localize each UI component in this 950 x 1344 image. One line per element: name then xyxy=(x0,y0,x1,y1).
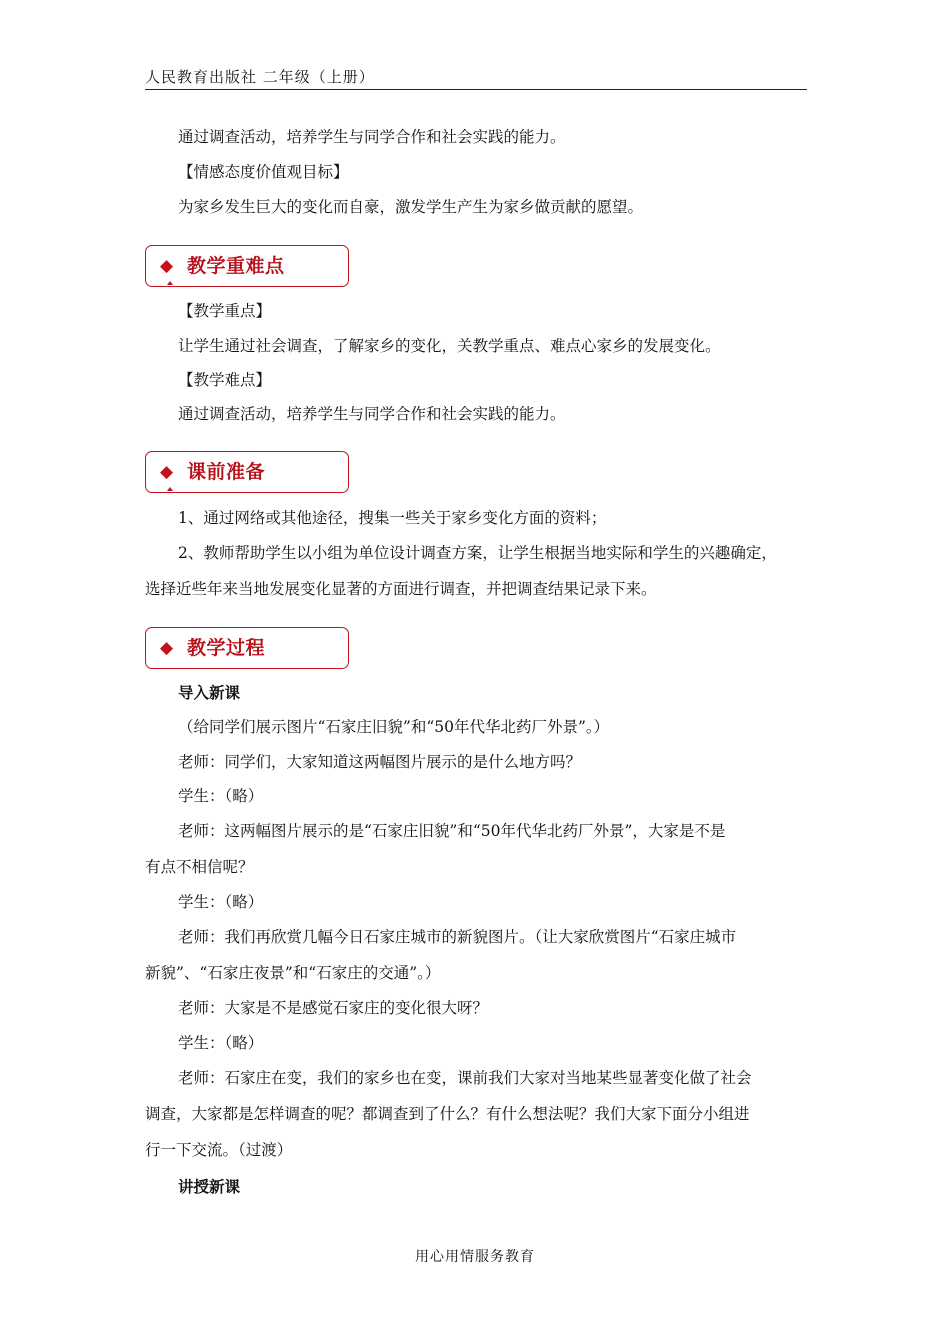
tick-mark-icon xyxy=(167,281,173,285)
dialogue-line: 老师：石家庄在变，我们的家乡也在变，课前我们大家对当地某些显著变化做了社会 xyxy=(178,1069,752,1087)
dialogue-line: 老师：大家是不是感觉石家庄的变化很大呀？ xyxy=(178,999,489,1017)
diamond-bullet-icon: ◆ xyxy=(160,638,174,658)
diamond-bullet-icon: ◆ xyxy=(160,462,174,482)
paragraph: 让学生通过社会调查，了解家乡的变化，关教学重点、难点心家乡的发展变化。 xyxy=(178,337,721,355)
dialogue-line: 学生：（略） xyxy=(178,893,264,911)
subheading: 【情感态度价值观目标】 xyxy=(178,163,349,181)
paragraph: （给同学们展示图片“石家庄旧貌”和“50年代华北药厂外景”。） xyxy=(178,718,610,736)
section-title: 课前准备 xyxy=(187,461,266,483)
paragraph: 通过调查活动，培养学生与同学合作和社会实践的能力。 xyxy=(178,128,566,146)
dialogue-line: 老师：这两幅图片展示的是“石家庄旧貌”和“50年代华北药厂外景”，大家是不是 xyxy=(178,822,726,840)
list-item: 1、通过网络或其他途径，搜集一些关于家乡变化方面的资料； xyxy=(178,509,607,527)
section-heading-preparation xyxy=(145,451,349,493)
dialogue-line-continuation: 新貌”、“石家庄夜景”和“石家庄的交通”。） xyxy=(145,964,441,982)
dialogue-line-continuation: 有点不相信呢？ xyxy=(145,858,254,876)
diamond-bullet-icon: ◆ xyxy=(160,256,174,276)
subheading: 【教学难点】 xyxy=(178,371,272,389)
tick-mark-icon xyxy=(167,487,173,491)
header-divider xyxy=(145,89,807,90)
dialogue-line: 学生：（略） xyxy=(178,1034,264,1052)
dialogue-line: 学生：（略） xyxy=(178,787,264,805)
subheading: 【教学重点】 xyxy=(178,302,272,320)
subheading-intro: 导入新课 xyxy=(178,683,241,702)
paragraph: 为家乡发生巨大的变化而自豪，激发学生产生为家乡做贡献的愿望。 xyxy=(178,198,644,216)
document-header: 人民教育出版社 二年级（上册） xyxy=(145,68,375,86)
dialogue-line-continuation: 调查，大家都是怎样调查的呢？都调查到了什么？有什么想法呢？我们大家下面分小组进 xyxy=(145,1105,750,1123)
list-item: 2、教师帮助学生以小组为单位设计调查方案，让学生根据当地实际和学生的兴趣确定， xyxy=(178,544,777,562)
dialogue-line-continuation: 行一下交流。（过渡） xyxy=(145,1141,293,1159)
list-item-continuation: 选择近些年来当地发展变化显著的方面进行调查，并把调查结果记录下来。 xyxy=(145,580,657,598)
paragraph: 通过调查活动，培养学生与同学合作和社会实践的能力。 xyxy=(178,405,566,423)
dialogue-line: 老师：同学们，大家知道这两幅图片展示的是什么地方吗？ xyxy=(178,753,582,771)
document-footer: 用心用情服务教育 xyxy=(415,1249,535,1265)
section-title: 教学重难点 xyxy=(187,255,285,277)
section-heading-process xyxy=(145,627,349,669)
dialogue-line: 老师：我们再欣赏几幅今日石家庄城市的新貌图片。（让大家欣赏图片“石家庄城市 xyxy=(178,928,737,946)
section-title: 教学过程 xyxy=(187,637,266,659)
subheading-new-lesson: 讲授新课 xyxy=(178,1177,241,1196)
section-heading-key-points xyxy=(145,245,349,287)
